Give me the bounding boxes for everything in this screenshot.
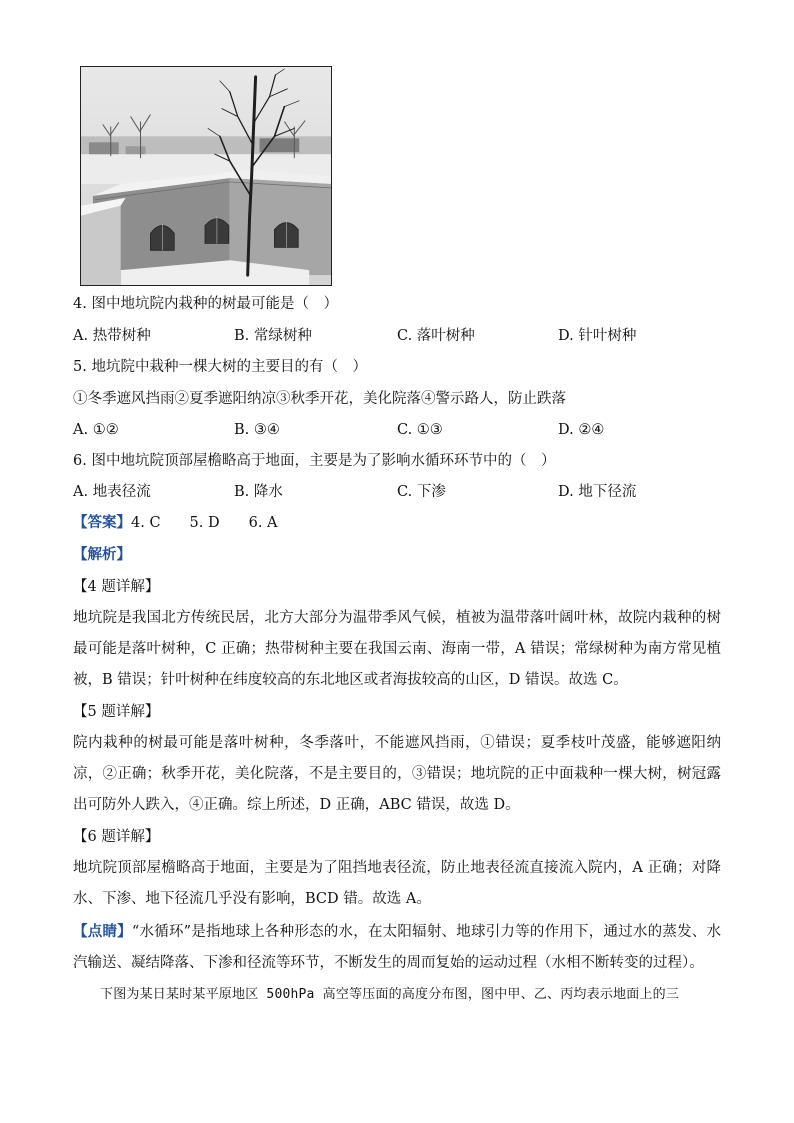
q6-option-a: A. 地表径流 (73, 484, 151, 500)
q4-option-a: A. 热带树种 (73, 328, 151, 344)
q4-option-b: B. 常绿树种 (234, 328, 312, 344)
question-6-stem: 6. 图中地坑院顶部屋檐略高于地面，主要是为了影响水循环环节中的（ ） (73, 453, 556, 469)
answer-label: 【答案】 (73, 514, 131, 531)
analysis-label-text: 【解析】 (73, 546, 131, 563)
q6-option-c: C. 下渗 (397, 484, 446, 500)
question-4-stem: 4. 图中地坑院内栽种的树最可能是（ ） (73, 296, 338, 312)
analysis-label (73, 545, 131, 565)
tip-paragraph (73, 916, 721, 979)
q5-option-d: D. ②④ (558, 422, 605, 438)
detail-5-label: 【5 题详解】 (73, 704, 160, 720)
detail-4-label: 【4 题详解】 (73, 579, 160, 595)
courtyard-illustration (81, 67, 331, 285)
q5-option-a: A. ①② (73, 422, 119, 438)
detail-5-text: 院内栽种的树最可能是落叶树种，冬季落叶，不能遮风挡雨，①错误；夏季枝叶茂盛，能够遮阳纳凉，②正确；秋季开花，美化院落，不是主要目的，③错误；地坑院的正中面栽种一棵大树，树冠露出可防外人跌入，④正确。综上所述，D 正确，ABC 错误，故选 D。 (73, 735, 721, 813)
q5-option-c: C. ①③ (397, 422, 443, 438)
pit-courtyard-photo (80, 66, 332, 286)
q6-option-b: B. 降水 (234, 484, 283, 500)
next-question-intro: 下图为某日某时某平原地区 500hPa 高空等压面的高度分布图，图中甲、乙、丙均表示地面上的三 (100, 987, 680, 1002)
tip-label: 【点睛】 (73, 923, 132, 940)
question-5-statements: ①冬季遮风挡雨②夏季遮阳纳凉③秋季开花，美化院落④警示路人，防止跌落 (73, 391, 566, 407)
detail-6-text: 地坑院顶部屋檐略高于地面，主要是为了阻挡地表径流，防止地表径流直接流入院内，A 正确；对降水、下渗、地下径流几乎没有影响，BCD 错。故选 A。 (73, 860, 721, 907)
tip-text: “水循环”是指地球上各种形态的水，在太阳辐射、地球引力等的作用下，通过水的蒸发、水汽输送、凝结降落、下渗和径流等环节，不断发生的周而复始的运动过程（水相不断转变的过程）。 (73, 924, 722, 971)
detail-6-label: 【6 题详解】 (73, 829, 160, 845)
answer-line (73, 513, 278, 533)
question-5-stem: 5. 地坑院中栽种一棵大树的主要目的有（ ） (73, 359, 367, 375)
q4-option-c: C. 落叶树种 (397, 328, 475, 344)
detail-4-text: 地坑院是我国北方传统民居，北方大部分为温带季风气候，植被为温带落叶阔叶林，故院内栽种的树最可能是落叶树种，C 正确；热带树种主要在我国云南、海南一带，A 错误；常绿树种为南方常见植被，B 错误；针叶树种在纬度较高的东北地区或者海拔较高的山区，D 错误。故选 C。 (73, 610, 721, 688)
q6-option-d: D. 地下径流 (558, 484, 637, 500)
q5-option-b: B. ③④ (234, 422, 280, 438)
q4-option-d: D. 针叶树种 (558, 328, 637, 344)
answer-text: 4. C 5. D 6. A (131, 515, 278, 531)
